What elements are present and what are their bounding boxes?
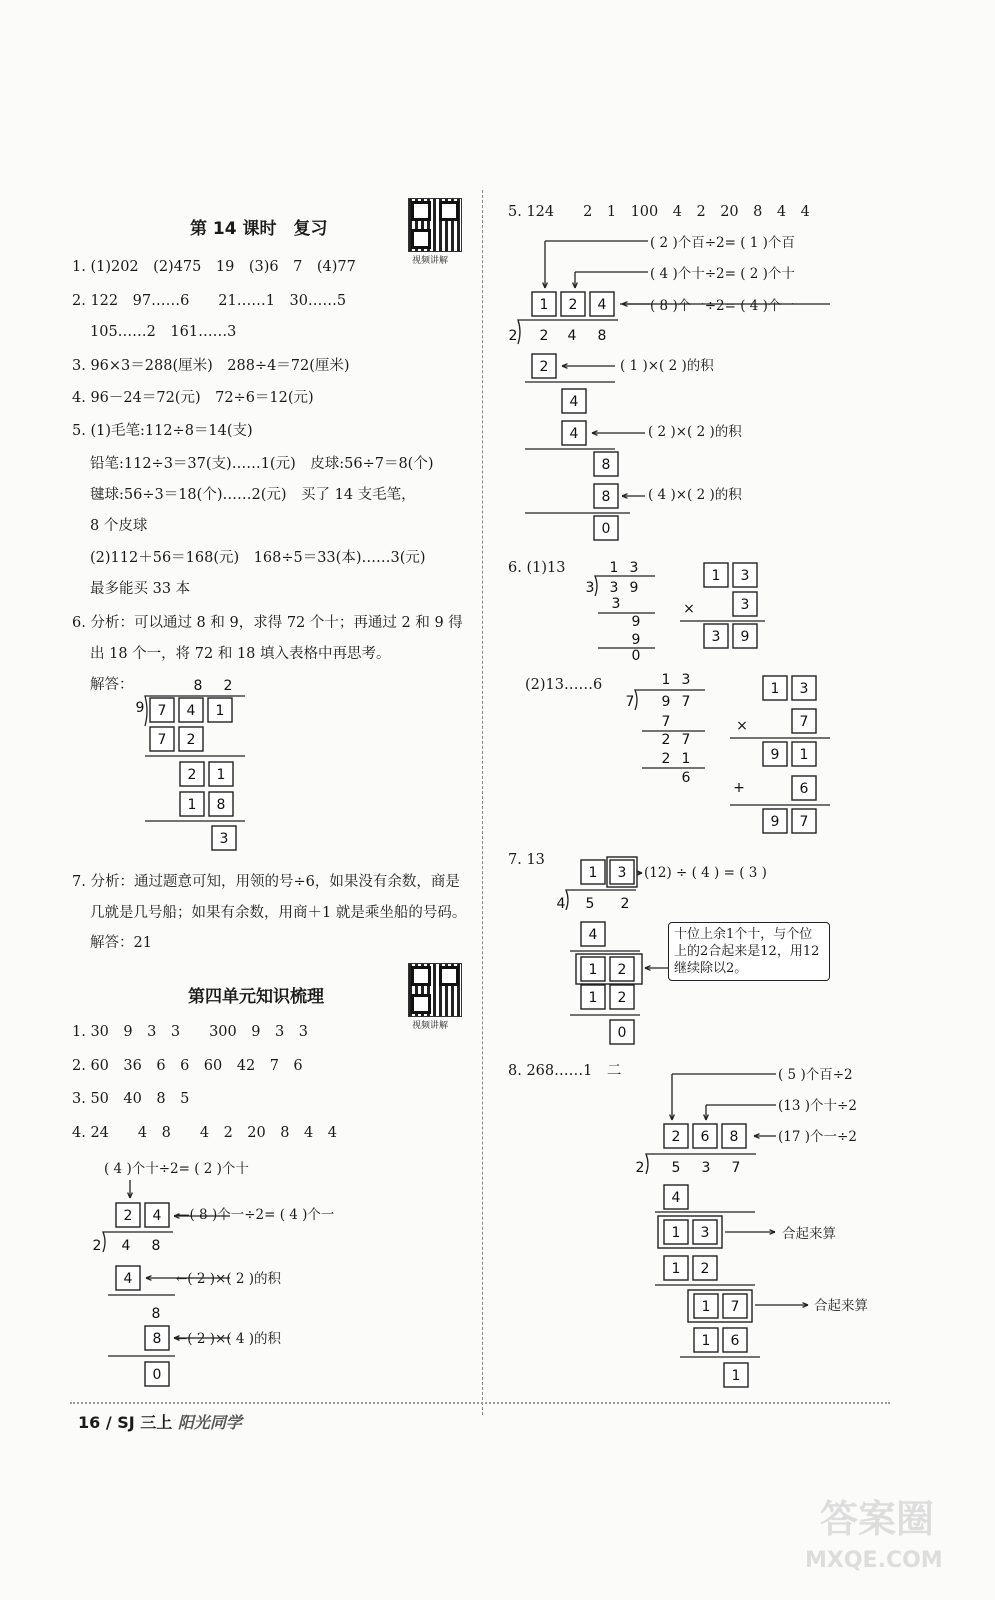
digit: 7 xyxy=(681,732,691,748)
digit: 1 xyxy=(770,681,780,697)
digit: 1 xyxy=(731,1368,741,1384)
digit: 3 xyxy=(740,568,750,584)
digit: 1 xyxy=(661,672,671,688)
digit: 8 xyxy=(729,1129,739,1145)
digit: 1 xyxy=(701,1333,711,1349)
digit: 2 xyxy=(186,732,196,748)
answer-line: 解答：21 xyxy=(90,935,152,951)
answer-line: 8 个皮球 xyxy=(90,518,148,534)
q4-label: ←( 2 )×( 4 )的积 xyxy=(176,1331,282,1347)
q8-label: 合起来算 xyxy=(814,1298,868,1314)
page-number: 16 / SJ 三上 xyxy=(78,1413,173,1432)
digit: 1 xyxy=(216,767,226,783)
digit: 1 xyxy=(701,1299,711,1315)
digit: 1 xyxy=(215,703,225,719)
digit: 4 xyxy=(152,1208,162,1224)
digit: 2 xyxy=(661,732,671,748)
digit: 8 xyxy=(151,1306,161,1322)
digit: 1 xyxy=(799,747,809,763)
answer-line: 6. (1)13 xyxy=(508,560,566,576)
q8-label: 合起来算 xyxy=(782,1226,836,1242)
digit: 9 xyxy=(135,700,145,716)
digit: 1 xyxy=(671,1261,681,1277)
answer-line: 4. 96－24＝72(元) 72÷6＝12(元) xyxy=(72,390,314,406)
q4-label: —( 8 )个一÷2= ( 4 )个一 xyxy=(176,1207,335,1223)
digit: 2 xyxy=(620,896,630,912)
digit: 3 xyxy=(681,672,691,688)
digit: 7 xyxy=(799,714,809,730)
digit: 7 xyxy=(731,1160,741,1176)
digit: 1 xyxy=(671,1225,681,1241)
digit: 3 xyxy=(617,865,627,881)
digit: 9 xyxy=(629,580,639,596)
digit: 2 xyxy=(661,751,671,767)
highlight-box xyxy=(607,857,637,887)
digit: 6 xyxy=(681,770,691,786)
digit: 3 xyxy=(629,560,639,576)
q8-label: (13 )个十÷2 xyxy=(778,1098,857,1114)
digit: 4 xyxy=(567,328,577,344)
qr-caption: 视频讲解 xyxy=(412,1021,449,1031)
digit: 1 xyxy=(539,297,549,313)
answer-line: 几就是几号船；如果有余数，用商＋1 就是乘坐船的号码。 xyxy=(90,905,467,921)
digit: 0 xyxy=(601,521,611,537)
digit: × xyxy=(736,718,748,734)
brand-logo: 阳光同学 xyxy=(177,1413,242,1432)
digit: 8 xyxy=(597,328,607,344)
digit: 1 xyxy=(588,990,598,1006)
digit: 4 xyxy=(123,1271,133,1287)
q5-label: ( 8 )个一÷2= ( 4 )个一 xyxy=(650,298,795,314)
q7-equation: (12) ÷ ( 4 ) = ( 3 ) xyxy=(644,865,767,881)
digit: 7 xyxy=(681,694,691,710)
answer-line: 铅笔:112÷3＝37(支)……1(元) 皮球:56÷7＝8(个) xyxy=(90,456,434,472)
answer-line: 5. 124 2 1 100 4 2 20 8 4 4 xyxy=(508,204,810,220)
digit: 8 xyxy=(216,797,226,813)
answer-line: 7. 分析：通过题意可知，用领的号÷6，如果没有余数，商是 xyxy=(72,874,460,890)
digit: 2 xyxy=(635,1160,645,1176)
digit: 6 xyxy=(700,1129,710,1145)
digit: 4 xyxy=(569,394,579,410)
digit: 1 xyxy=(711,568,721,584)
answer-line: 2. 122 97……6 21……1 30……5 xyxy=(72,293,347,309)
digit: 7 xyxy=(730,1299,740,1315)
answer-line: 1. (1)202 (2)475 19 (3)6 7 (4)77 xyxy=(72,259,356,275)
digit: 2 xyxy=(568,297,578,313)
digit: 1 xyxy=(588,962,598,978)
digit: 2 xyxy=(539,359,549,375)
q4-label: ←( 2 )×( 2 )的积 xyxy=(176,1271,282,1287)
q4-label: ( 4 )个十÷2= ( 2 )个十 xyxy=(104,1161,249,1177)
answer-line: 解答： xyxy=(90,677,134,693)
watermark-logo: 答案圈 xyxy=(820,1497,935,1541)
answer-line: 毽球:56÷3＝18(个)……2(元) 买了 14 支毛笔， xyxy=(90,487,416,503)
digit: 7 xyxy=(661,714,671,730)
digit: 3 xyxy=(711,629,721,645)
answer-line: 3. 50 40 8 5 xyxy=(72,1091,190,1107)
digit: 3 xyxy=(219,831,229,847)
digit: 4 xyxy=(186,703,196,719)
digit: 7 xyxy=(625,694,635,710)
q5-label: ( 2 )×( 2 )的积 xyxy=(648,424,742,440)
q8-label: (17 )个一÷2 xyxy=(778,1129,857,1145)
digit: 2 xyxy=(700,1261,710,1277)
answer-line: 5. (1)毛笔:112÷8＝14(支) xyxy=(72,423,253,439)
digit: 3 xyxy=(585,580,595,596)
digit: × xyxy=(683,601,695,617)
answer-line: 3. 96×3＝288(厘米) 288÷4＝72(厘米) xyxy=(72,358,350,374)
digit: 1 xyxy=(187,797,197,813)
digit: 0 xyxy=(617,1025,627,1041)
digit: 0 xyxy=(631,648,641,664)
digit: 9 xyxy=(770,814,780,830)
digit: 3 xyxy=(740,597,750,613)
digit: 8 xyxy=(601,489,611,505)
digit: 4 xyxy=(569,426,579,442)
q7-note: 十位上余1个十，与个位上的2合起来是12，用12继续除以2。 xyxy=(668,922,830,981)
digit: 8 xyxy=(151,1238,161,1254)
lesson-title: 第 14 课时 复习 xyxy=(190,219,328,239)
q5-label: ( 4 )×( 2 )的积 xyxy=(648,487,742,503)
digit: 2 xyxy=(223,678,233,694)
digit: + xyxy=(733,780,745,796)
digit: 0 xyxy=(152,1367,162,1383)
answer-line: 出 18 个一，将 72 和 18 填入表格中再思考。 xyxy=(90,646,391,662)
digit: 5 xyxy=(585,896,595,912)
digit: 2 xyxy=(671,1129,681,1145)
division-bracket xyxy=(595,576,655,596)
answer-line: (2)13……6 xyxy=(525,677,603,693)
digit: 2 xyxy=(617,962,627,978)
digit: 4 xyxy=(556,896,566,912)
q8-label: ( 5 )个百÷2 xyxy=(778,1067,853,1083)
digit: 1 xyxy=(681,751,691,767)
answer-line: 8. 268……1 二 xyxy=(508,1063,622,1079)
digit: 3 xyxy=(701,1160,711,1176)
watermark-url: MXQE.COM xyxy=(805,1548,943,1573)
digit: 1 xyxy=(609,560,619,576)
digit: 8 xyxy=(152,1331,162,1347)
digit: 3 xyxy=(611,596,621,612)
division-bracket xyxy=(103,1232,173,1252)
answer-line: 7. 13 xyxy=(508,852,545,868)
digit: 2 xyxy=(123,1208,133,1224)
digit: 9 xyxy=(770,747,780,763)
digit: 9 xyxy=(740,629,750,645)
answer-line: (2)112＋56＝168(元) 168÷5＝33(本)……3(元) xyxy=(90,550,426,566)
digit: 3 xyxy=(799,681,809,697)
digit: 3 xyxy=(609,580,619,596)
digit: 9 xyxy=(661,694,671,710)
digit: 9 xyxy=(631,614,641,630)
digit: 3 xyxy=(700,1225,710,1241)
digit: 2 xyxy=(187,767,197,783)
digit: 2 xyxy=(508,328,518,344)
answer-line: 2. 60 36 6 6 60 42 7 6 xyxy=(72,1058,303,1074)
digit: 4 xyxy=(588,927,598,943)
answer-line: 4. 24 4 8 4 2 20 8 4 4 xyxy=(72,1125,337,1141)
q5-label: ( 1 )×( 2 )的积 xyxy=(620,358,714,374)
digit: 2 xyxy=(92,1238,102,1254)
digit: 7 xyxy=(799,814,809,830)
digit: 2 xyxy=(617,990,627,1006)
digit: 8 xyxy=(601,457,611,473)
qr-caption: 视频讲解 xyxy=(412,256,449,266)
digit: 6 xyxy=(799,781,809,797)
digit: 4 xyxy=(671,1190,681,1206)
digit: 4 xyxy=(121,1238,131,1254)
digit: 5 xyxy=(671,1160,681,1176)
digit: 8 xyxy=(193,678,203,694)
q5-label: ( 2 )个百÷2= ( 1 )个百 xyxy=(650,235,795,251)
q5-label: ( 4 )个十÷2= ( 2 )个十 xyxy=(650,266,795,282)
answer-line: 105……2 161……3 xyxy=(90,324,237,340)
answer-line: 6. 分析：可以通过 8 和 9，求得 72 个十；再通过 2 和 9 得 xyxy=(72,615,463,631)
digit: 4 xyxy=(597,297,607,313)
unit-title: 第四单元知识梳理 xyxy=(188,987,324,1007)
answer-line: 1. 30 9 3 3 300 9 3 3 xyxy=(72,1024,308,1040)
answer-line: 最多能买 33 本 xyxy=(90,581,191,597)
digit: 1 xyxy=(588,865,598,881)
digit: 7 xyxy=(157,732,167,748)
digit: 9 xyxy=(631,632,641,648)
digit: 2 xyxy=(539,328,549,344)
digit: 6 xyxy=(730,1333,740,1349)
digit: 7 xyxy=(157,703,167,719)
